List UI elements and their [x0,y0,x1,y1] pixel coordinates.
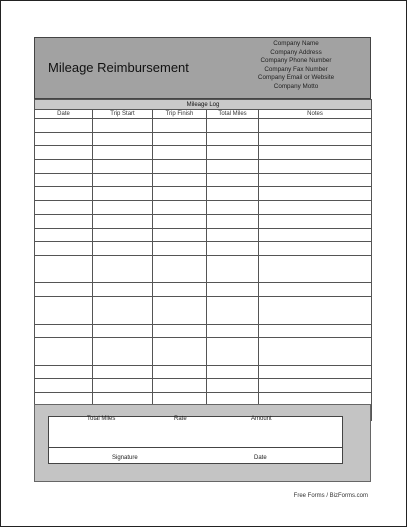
log-cell-notes[interactable] [259,214,372,228]
log-cell-notes[interactable] [259,379,372,393]
log-cell-trip-finish[interactable] [153,365,207,379]
log-cell-date[interactable] [35,146,93,160]
log-cell-notes[interactable] [259,228,372,242]
log-cell-trip-finish[interactable] [153,214,207,228]
col-header-total-miles: Total Miles [207,110,259,119]
log-cell-trip-start[interactable] [93,214,153,228]
log-cell-total-miles[interactable] [207,338,259,366]
log-cell-total-miles[interactable] [207,160,259,174]
log-cell-notes[interactable] [259,132,372,146]
log-row [35,283,372,297]
log-cell-date[interactable] [35,297,93,325]
log-cell-trip-start[interactable] [93,201,153,215]
form-header [34,37,371,99]
log-cell-trip-finish[interactable] [153,255,207,283]
log-row [35,187,372,201]
log-cell-trip-finish[interactable] [153,173,207,187]
log-cell-trip-finish[interactable] [153,201,207,215]
log-cell-trip-start[interactable] [93,119,153,133]
log-cell-trip-finish[interactable] [153,146,207,160]
log-cell-trip-start[interactable] [93,297,153,325]
log-row [35,119,372,133]
log-cell-total-miles[interactable] [207,146,259,160]
log-cell-trip-finish[interactable] [153,242,207,256]
log-cell-trip-start[interactable] [93,146,153,160]
log-cell-date[interactable] [35,283,93,297]
company-fax: Company Fax Number [264,65,328,73]
footer-credit: Free Forms / BizForms.com [293,493,368,499]
log-cell-notes[interactable] [259,255,372,283]
log-cell-trip-finish[interactable] [153,338,207,366]
log-cell-trip-finish[interactable] [153,283,207,297]
log-cell-date[interactable] [35,201,93,215]
log-cell-trip-start[interactable] [93,228,153,242]
log-cell-total-miles[interactable] [207,324,259,338]
log-cell-trip-finish[interactable] [153,187,207,201]
log-cell-date[interactable] [35,160,93,174]
log-cell-total-miles[interactable] [207,214,259,228]
log-cell-date[interactable] [35,324,93,338]
company-motto: Company Motto [273,82,319,90]
log-row [35,255,372,283]
log-cell-notes[interactable] [259,365,372,379]
log-cell-notes[interactable] [259,283,372,297]
log-cell-notes[interactable] [259,173,372,187]
form-title: Mileage Reimbursement [48,60,189,75]
log-cell-total-miles[interactable] [207,173,259,187]
log-row [35,214,372,228]
log-row [35,228,372,242]
log-cell-notes[interactable] [259,146,372,160]
summary-box [48,416,343,464]
log-cell-date[interactable] [35,365,93,379]
col-header-date: Date [35,110,93,119]
log-cell-trip-start[interactable] [93,255,153,283]
log-cell-date[interactable] [35,255,93,283]
total-miles-label: Total Miles [87,416,116,422]
signature-label: Signature [112,455,138,461]
log-cell-notes[interactable] [259,187,372,201]
col-header-notes: Notes [259,110,372,119]
log-cell-trip-finish[interactable] [153,379,207,393]
log-cell-total-miles[interactable] [207,119,259,133]
log-cell-trip-start[interactable] [93,187,153,201]
log-row [35,365,372,379]
log-cell-trip-finish[interactable] [153,132,207,146]
log-cell-notes[interactable] [259,324,372,338]
log-cell-trip-finish[interactable] [153,228,207,242]
date-label: Date [254,455,267,461]
log-cell-total-miles[interactable] [207,379,259,393]
log-cell-date[interactable] [35,173,93,187]
log-cell-total-miles[interactable] [207,242,259,256]
rate-label: Rate [174,416,187,422]
log-row [35,338,372,366]
log-cell-trip-start[interactable] [93,324,153,338]
company-website: Company Email or Website [257,74,335,82]
col-header-trip-finish: Trip Finish [153,110,207,119]
log-cell-trip-start[interactable] [93,379,153,393]
log-cell-date[interactable] [35,338,93,366]
log-cell-total-miles[interactable] [207,283,259,297]
log-cell-date[interactable] [35,214,93,228]
log-cell-total-miles[interactable] [207,255,259,283]
log-cell-date[interactable] [35,228,93,242]
log-cell-notes[interactable] [259,297,372,325]
log-cell-trip-finish[interactable] [153,160,207,174]
company-phone: Company Phone Number [260,57,332,65]
log-row [35,132,372,146]
log-row [35,379,372,393]
company-address: Company Address [270,48,322,56]
log-cell-trip-start[interactable] [93,283,153,297]
log-cell-total-miles[interactable] [207,132,259,146]
log-row [35,160,372,174]
log-cell-total-miles[interactable] [207,297,259,325]
amount-label: Amount [251,416,272,422]
log-cell-notes[interactable] [259,160,372,174]
log-cell-total-miles[interactable] [207,201,259,215]
log-cell-trip-start[interactable] [93,132,153,146]
company-info [226,40,366,92]
log-cell-date[interactable] [35,132,93,146]
log-cell-total-miles[interactable] [207,365,259,379]
log-row [35,324,372,338]
column-header-row [35,110,372,119]
log-cell-trip-start[interactable] [93,173,153,187]
log-cell-date[interactable] [35,119,93,133]
log-cell-notes[interactable] [259,338,372,366]
log-row [35,173,372,187]
log-cell-trip-start[interactable] [93,242,153,256]
col-header-trip-start: Trip Start [93,110,153,119]
log-row [35,146,372,160]
log-cell-total-miles[interactable] [207,228,259,242]
mileage-log-title-row [35,100,372,110]
log-cell-date[interactable] [35,242,93,256]
log-cell-date[interactable] [35,187,93,201]
company-name: Company Name [273,40,319,47]
log-cell-total-miles[interactable] [207,187,259,201]
log-row [35,297,372,325]
log-cell-notes[interactable] [259,119,372,133]
summary-section [34,404,371,482]
log-cell-trip-start[interactable] [93,338,153,366]
log-cell-trip-start[interactable] [93,160,153,174]
log-cell-notes[interactable] [259,242,372,256]
log-cell-trip-finish[interactable] [153,324,207,338]
log-cell-trip-start[interactable] [93,365,153,379]
log-row [35,201,372,215]
log-cell-trip-finish[interactable] [153,297,207,325]
mileage-log-table [34,99,372,421]
log-cell-notes[interactable] [259,201,372,215]
log-cell-trip-finish[interactable] [153,119,207,133]
log-cell-date[interactable] [35,379,93,393]
log-row [35,242,372,256]
mileage-log-title: Mileage Log [35,100,372,110]
